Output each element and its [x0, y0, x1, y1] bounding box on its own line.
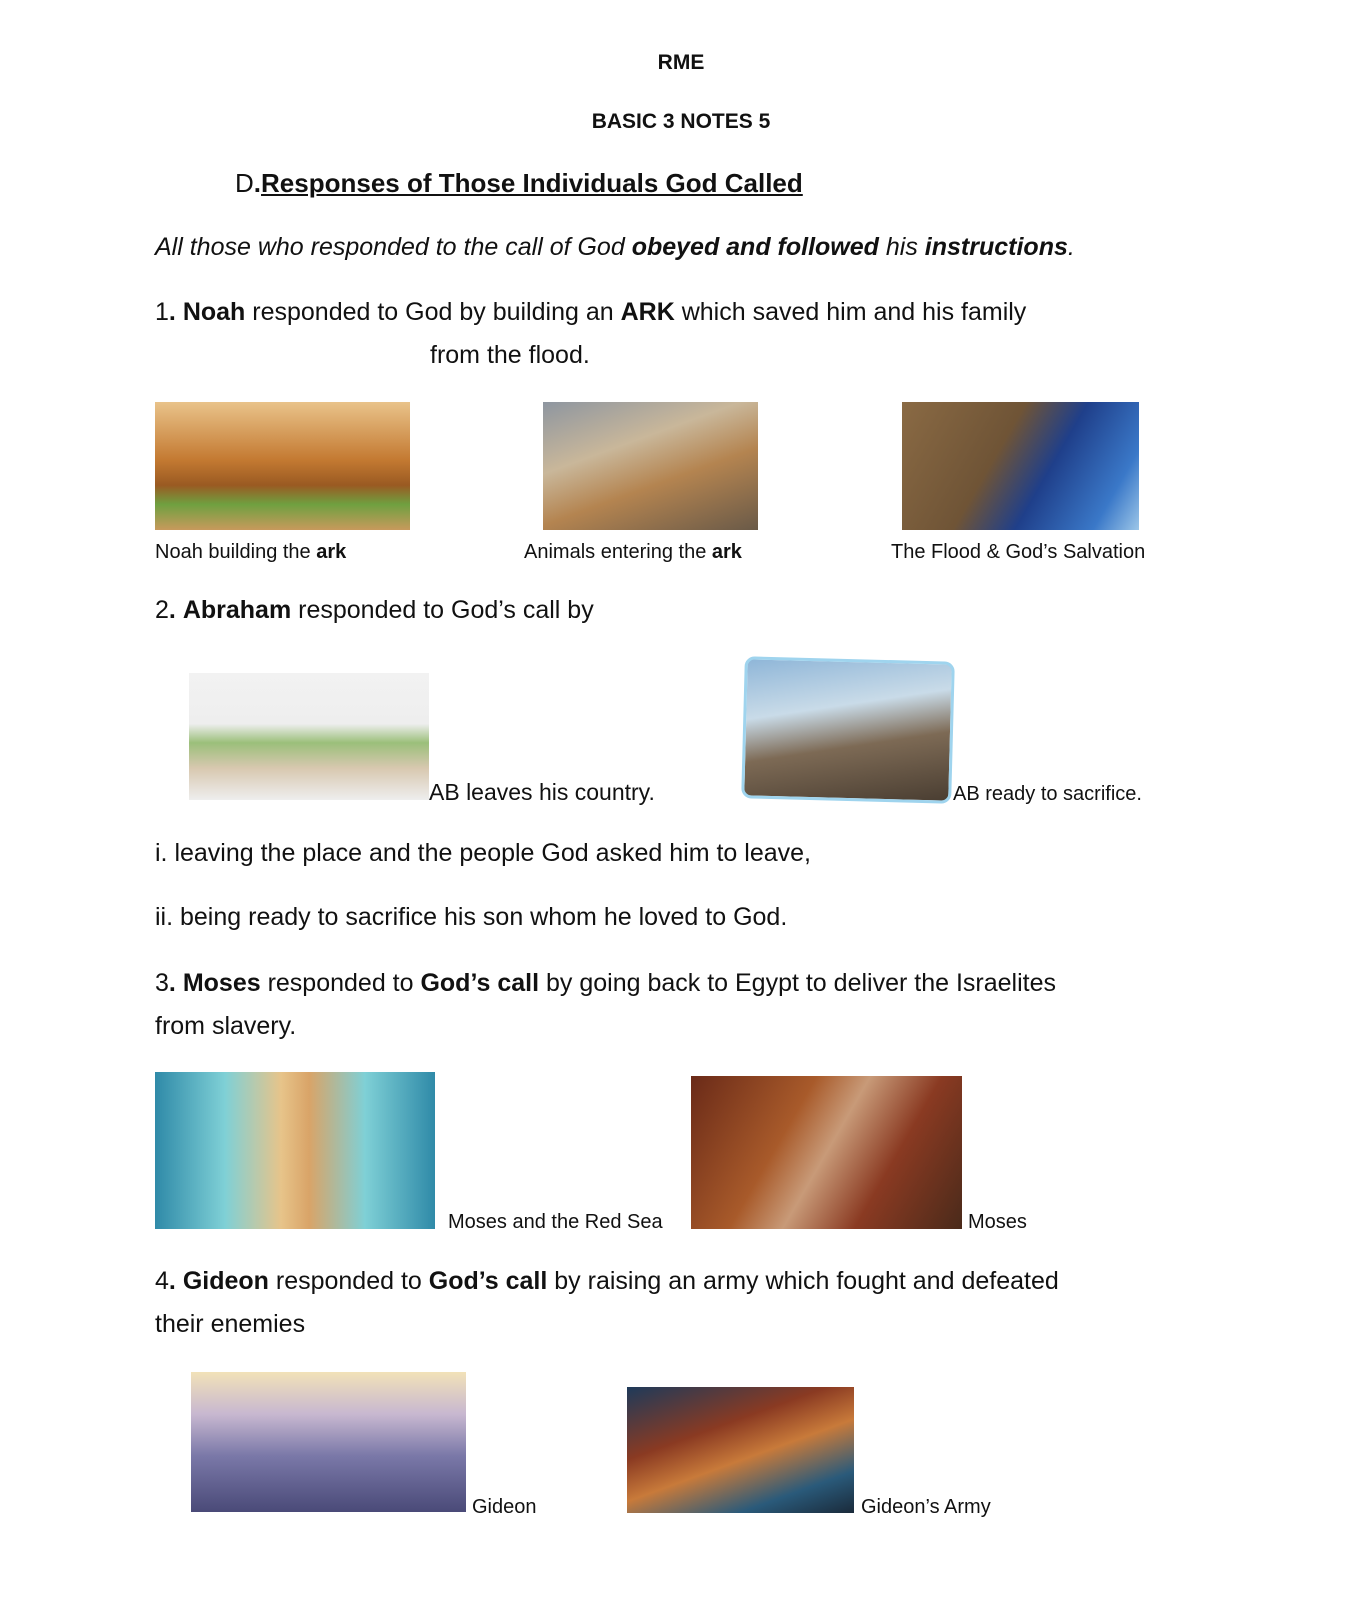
section-dot: .: [253, 168, 262, 198]
item-noah-cont: from the flood.: [430, 341, 590, 369]
section-heading: [235, 170, 803, 196]
intro-d: instructions: [924, 233, 1068, 261]
caption-ab-sacrifice: AB ready to sacrifice.: [953, 783, 1142, 805]
intro-c: his: [878, 233, 925, 261]
text-a: responded to God by building an: [245, 298, 621, 326]
item-moses-cont: from slavery.: [155, 1012, 297, 1040]
point-ii: ii. being ready to sacrifice his son whom he loved to God.: [155, 903, 788, 931]
name: Abraham: [182, 596, 292, 624]
num: 4: [155, 1267, 169, 1295]
caption-gideons-army: Gideon’s Army: [861, 1496, 991, 1518]
red-sea-image: [155, 1072, 435, 1229]
intro-e: .: [1067, 233, 1075, 261]
intro-line: [155, 235, 1075, 260]
caption-ab-leaves: AB leaves his country.: [429, 779, 655, 805]
text-a: responded to: [260, 969, 421, 997]
gideon-image: [191, 1372, 466, 1512]
call: God’s call: [420, 969, 540, 997]
item-moses: [155, 971, 1056, 996]
name: Gideon: [182, 1267, 269, 1295]
cap-b: ark: [711, 541, 742, 563]
abraham-leaving-image: [189, 673, 429, 800]
notes-subtitle: BASIC 3 NOTES 5: [591, 110, 771, 133]
item-gideon-cont: their enemies: [155, 1310, 306, 1338]
name: Noah: [182, 298, 246, 326]
noah-building-ark-image: [155, 402, 410, 530]
section-letter: D: [235, 168, 254, 198]
text-b: by raising an army which fought and defeated: [547, 1267, 1059, 1295]
text-a: responded to God’s call by: [291, 596, 594, 624]
subject-heading: RME: [657, 51, 705, 74]
abraham-sacrifice-image: [741, 656, 955, 803]
intro-a: All those who responded to the call of God: [155, 233, 632, 261]
ark: ARK: [620, 298, 675, 326]
name: Moses: [182, 969, 261, 997]
animals-entering-ark-image: [543, 402, 758, 530]
call: God’s call: [428, 1267, 548, 1295]
caption-noah-building: [155, 542, 346, 562]
num: 2: [155, 596, 169, 624]
dot: .: [168, 298, 176, 326]
item-gideon: [155, 1269, 1059, 1294]
item-noah: [155, 300, 1026, 325]
text-b: which saved him and his family: [674, 298, 1027, 326]
moses-image: [691, 1076, 962, 1229]
flood-image: [902, 402, 1139, 530]
cap-b: ark: [316, 541, 347, 563]
intro-b: obeyed and followed: [631, 233, 879, 261]
cap-a: Animals entering the: [524, 541, 712, 563]
caption-red-sea: Moses and the Red Sea: [448, 1211, 663, 1233]
caption-flood: The Flood & God’s Salvation: [891, 541, 1146, 563]
num: 3: [155, 969, 169, 997]
dot: .: [168, 596, 176, 624]
item-abraham: [155, 598, 594, 623]
point-i: i. leaving the place and the people God asked him to leave,: [155, 839, 811, 867]
caption-animals: [524, 542, 742, 562]
section-title: Responses of Those Individuals God Called: [261, 168, 803, 198]
num: 1: [155, 298, 169, 326]
caption-moses: Moses: [968, 1211, 1027, 1233]
dot: .: [168, 1267, 176, 1295]
caption-gideon: Gideon: [472, 1496, 537, 1518]
text-a: responded to: [268, 1267, 429, 1295]
text-b: by going back to Egypt to deliver the Israelites: [539, 969, 1056, 997]
gideons-army-image: [627, 1387, 854, 1513]
dot: .: [168, 969, 176, 997]
cap-a: Noah building the: [155, 541, 317, 563]
